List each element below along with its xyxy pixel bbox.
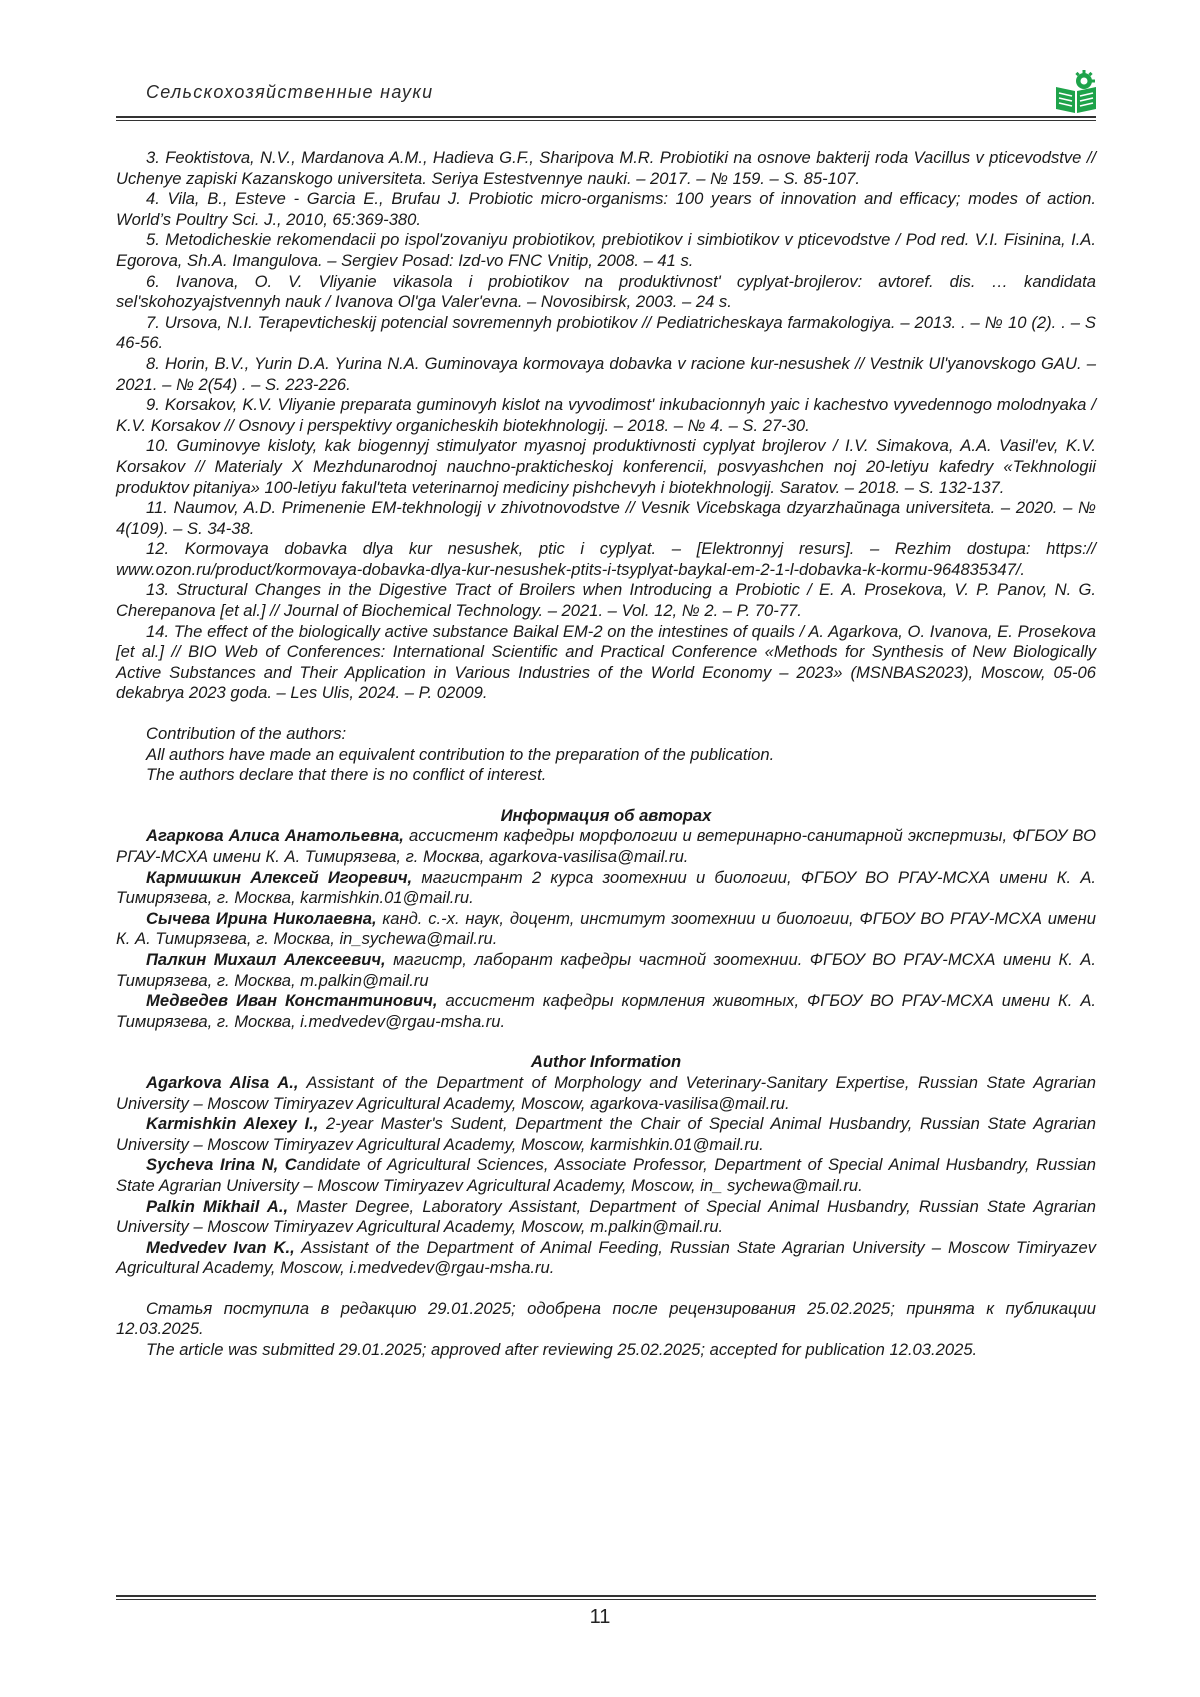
author-details: Master Degree, Laboratory Assistant, Department of Special Animal Husbandry, Russian State Agrarian University – Moscow Timiryazev Agricultural Academy, Moscow, m.palkin@mail.ru. <box>116 1196 1096 1237</box>
author-entry <box>116 991 1096 1032</box>
reference-list <box>116 148 1096 704</box>
author-details: ассистент кафедры кормления животных, ФГБОУ ВО РГАУ-МСХА имени К. А. Тимирязева, г. Москва, i.medvedev@rgau-msha.ru. <box>116 991 1096 1031</box>
author-name: Медведев Иван Константинович, <box>146 991 438 1011</box>
reference-item: 3. Feoktistova, N.V., Mardanova A.M., Hadieva G.F., Sharipova M.R. Probiotiki na osnove bakterij roda Vacillus v pticevodstve // Uchenye zapiski Kazanskogo universiteta. Seriya Estestvennye nauki. – 2017. – № 159. – S. 85-107. <box>116 148 1096 188</box>
authors-ru-heading: Информация об авторах <box>500 805 712 825</box>
author-name: Кармишкин Алексей Игоревич, <box>146 867 413 887</box>
journal-section-title: Сельскохозяйственные науки <box>146 82 434 102</box>
conflict-of-interest-line: The authors declare that there is no conflict of interest. <box>146 765 547 785</box>
author-details: магистрант 2 курса зоотехнии и биологии, ФГБОУ ВО РГАУ-МСХА имени К. А. Тимирязева, г. Москва, karmishkin.01@mail.ru. <box>116 867 1096 908</box>
footer-rule <box>116 1595 1096 1597</box>
author-details: магистр, лаборант кафедры частной зоотехнии. ФГБОУ ВО РГАУ-МСХА имени К. А. Тимирязева, г. Москва, m.palkin@mail.ru <box>116 949 1096 990</box>
header-rule <box>116 116 1096 118</box>
author-name: Agarkova Alisa A., <box>146 1072 299 1092</box>
submission-note-ru: Статья поступила в редакцию 29.01.2025; одобрена после рецензирования 25.02.2025; принята к публикации 12.03.2025. <box>116 1298 1096 1339</box>
author-name: Палкин Михаил Алексеевич, <box>146 949 386 969</box>
contribution-line: All authors have made an equivalent contribution to the preparation of the publication. <box>146 744 775 764</box>
author-entry <box>116 1073 1096 1114</box>
author-name: Palkin Mikhail A., <box>146 1196 289 1216</box>
reference-item: 9. Korsakov, K.V. Vliyanie preparata guminovyh kislot na vyvodimost' inkubacionnyh yaic i kachestvo vyvedennogo molodnyaka / K.V. Korsakov // Osnovy i perspektivy organicheskih biotekhnologij. – 2018. – № 4. – S. 27-30. <box>116 395 1096 435</box>
author-name: Medvedev Ivan K., <box>146 1237 295 1257</box>
reference-item: 14. The effect of the biologically active substance Baikal EM-2 on the intestines of quails / A. Agarkova, O. Ivanova, E. Prosekova [et al.] // BIO Web of Conferences: International Scientific and Practical Conference «Methods for Synthesis of New Biologically Active Substances and Their Application in Various Industries of the World Economy – 2023» (MSNBAS2023), Moscow, 05-06 dekabrya 2023 goda. – Les Ulis, 2024. – P. 02009. <box>116 621 1096 703</box>
author-details: Assistant of the Department of Morphology and Veterinary-Sanitary Expertise, Russian State Agrarian University – Moscow Timiryazev Agricultural Academy, Moscow, agarkova-vasilisa@mail.ru. <box>116 1072 1096 1113</box>
author-entry <box>116 950 1096 991</box>
author-details: Assistant of the Department of Animal Feeding, Russian State Agrarian University – Moscow Timiryazev Agricultural Academy, Moscow, i.medvedev@rgau-msha.ru. <box>116 1237 1096 1278</box>
page-content <box>116 148 1096 1361</box>
author-entry <box>116 909 1096 950</box>
author-entry <box>116 1114 1096 1155</box>
reference-item: 11. Naumov, A.D. Primenenie EM-tekhnologij v zhivotnovodstve // Vesnik Vicebskaga dzyarzhaŭnaga universiteta. – 2020. – № 4(109). – S. 34-38. <box>116 498 1096 538</box>
reference-item: 12. Kormovaya dobavka dlya kur nesushek, ptic i cyplyat. – [Elektronnyj resurs]. – Rezhim dostupa: https:// www.ozon.ru/product/kormovaya-dobavka-dlya-kur-nesushek-ptits-i-tsyplyat-baykal-em-2-1-l-dobavka-k-kormu-964835347/. <box>116 539 1096 579</box>
submission-block <box>116 1299 1096 1361</box>
authors-en-heading: Author Information <box>530 1052 682 1072</box>
author-entry <box>116 868 1096 909</box>
footer-rule-thin <box>116 1599 1096 1600</box>
contribution-block <box>116 724 1096 786</box>
author-name: Karmishkin Alexey I., <box>146 1114 319 1134</box>
author-entry <box>116 1197 1096 1238</box>
reference-item: 5. Metodicheskie rekomendacii po ispol'zovaniyu probiotikov, prebiotikov i simbiotikov v pticevodstve / Pod red. V.I. Fisinina, I.A. Egorova, Sh.A. Imangulova. – Sergiev Posad: Izd-vo FNC Vnitip, 2008. – 41 s. <box>116 230 1096 270</box>
reference-item: 6. Ivanova, O. V. Vliyanie vikasola i probiotikov na produktivnost' cyplyat-brojlerov: avtoref. dis. … kandidata sel'skohozyajstvennyh nauk / Ivanova Ol'ga Valer'evna. – Novosibirsk, 2003. – 24 s. <box>116 271 1096 312</box>
spacer <box>116 1279 1096 1299</box>
reference-item: 4. Vila, B., Esteve - Garcia E., Brufau J. Probiotic micro-organisms: 100 years of innovation and efficacy; modes of action. World’s Poultry Sci. J., 2010, 65:369-380. <box>116 189 1096 229</box>
authors-en-block <box>116 1052 1096 1279</box>
author-entry <box>116 826 1096 867</box>
author-name: Агаркова Алиса Анатольевна, <box>146 826 404 846</box>
spacer <box>116 1032 1096 1052</box>
spacer <box>116 786 1096 806</box>
reference-item: 13. Structural Changes in the Digestive Tract of Broilers when Introducing a Probiotic / E. A. Prosekova, V. P. Panov, N. G. Cherepanova [et al.] // Journal of Biochemical Technology. – 2021. – Vol. 12, № 2. – P. 70-77. <box>116 580 1096 621</box>
submission-note-en: The article was submitted 29.01.2025; approved after reviewing 25.02.2025; accepted for publication 12.03.2025. <box>146 1340 978 1360</box>
reference-item: 8. Horin, B.V., Yurin D.A. Yurina N.A. Guminovaya kormovaya dobavka v racione kur-nesushek // Vestnik Ul'yanovskogo GAU. – 2021. – № 2(54) . – S. 223-226. <box>116 353 1096 394</box>
reference-item: 10. Guminovye kisloty, kak biogennyj stimulyator myasnoj produktivnosti cyplyat brojlerov / I.V. Simakova, A.A. Vasil'ev, K.V. Korsakov // Materialy X Mezhdunarodnoj nauchno-prakticheskoj konferencii, posvyashchen noj 20-letiyu kafedry «Tekhnologii produktov pitaniya» 100-letiyu fakul'teta veterinarnoj mediciny pishchevyh i biotekhnologij. Saratov. – 2018. – S. 132-137. <box>116 436 1096 497</box>
journal-logo-icon <box>1053 69 1099 115</box>
contribution-title: Contribution of the authors: <box>146 724 347 744</box>
running-header <box>116 72 1096 122</box>
author-entry <box>116 1155 1096 1196</box>
author-details: канд. с.-х. наук, доцент, институт зоотехнии и биологии, ФГБОУ ВО РГАУ-МСХА имени К. А. Тимирязева, г. Москва, in_sychewa@mail.ru. <box>116 908 1096 949</box>
author-entry <box>116 1238 1096 1279</box>
authors-ru-block <box>116 806 1096 1033</box>
page-number: 11 <box>589 1606 611 1628</box>
header-rule-thin <box>116 120 1096 121</box>
author-name: Sycheva Irina N, C <box>146 1155 297 1175</box>
spacer <box>116 704 1096 724</box>
author-details: ассистент кафедры морфологии и ветеринарно-санитарной экспертизы, ФГБОУ ВО РГАУ-МСХА имени К. А. Тимирязева, г. Москва, agarkova-vasilisa@mail.ru. <box>116 826 1096 866</box>
author-details: andidate of Agricultural Sciences, Associate Professor, Department of Special Animal Husbandry, Russian State Agrarian University – Moscow Timiryazev Agricultural Academy, Moscow, in_ sychewa@mail.ru. <box>116 1155 1096 1195</box>
author-details: 2-year Master's Sudent, Department the Chair of Special Animal Husbandry, Russian State Agrarian University – Moscow Timiryazev Agricultural Academy, Moscow, karmishkin.01@mail.ru. <box>116 1114 1096 1154</box>
author-name: Сычева Ирина Николаевна, <box>146 908 377 928</box>
reference-item: 7. Ursova, N.I. Terapevticheskij potencial sovremennyh probiotikov // Pediatricheskaya farmakologiya. – 2013. . – № 10 (2). . – S 46-56. <box>116 312 1096 353</box>
